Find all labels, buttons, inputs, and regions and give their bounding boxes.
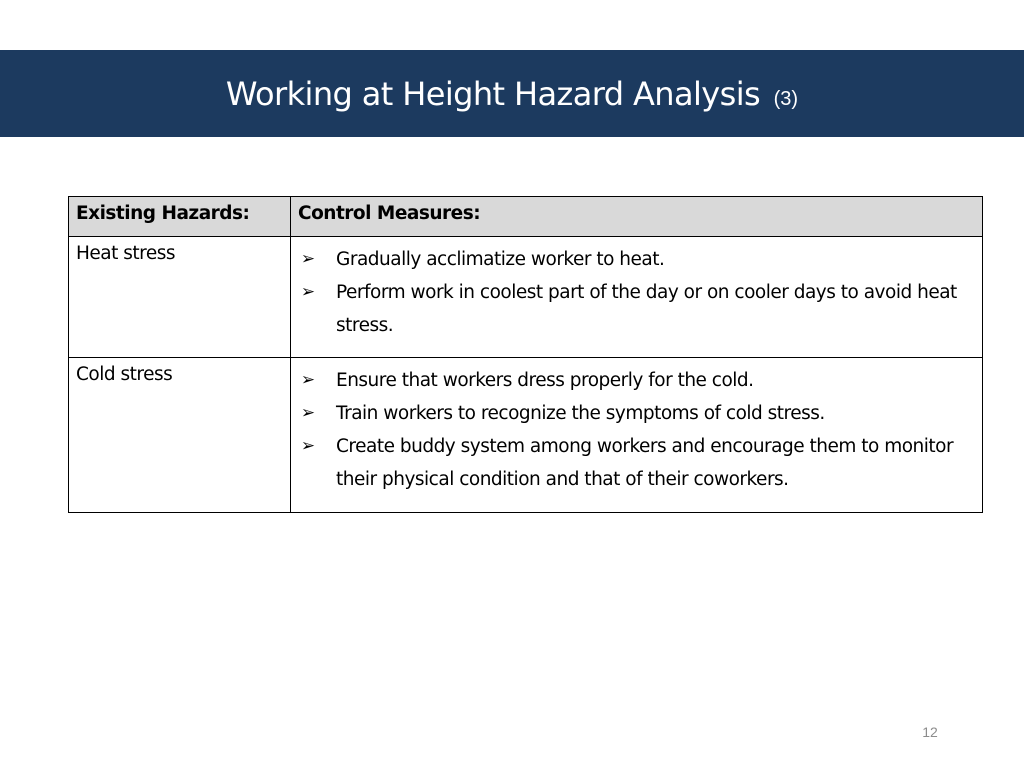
arrow-bullet-icon: ➢ (300, 249, 316, 269)
slide-title-text: Working at Height Hazard Analysis (225, 74, 761, 113)
measures-cell (291, 358, 983, 513)
slide-title (226, 75, 798, 113)
hazard-cell: Heat stress (69, 237, 291, 358)
arrow-bullet-icon: ➢ (300, 282, 316, 302)
page-number: 12 (922, 724, 938, 740)
measure-text: Train workers to recognize the symptoms of cold stress. (336, 403, 825, 424)
table-header-row (69, 197, 983, 237)
measure-item (298, 276, 975, 342)
measure-item (298, 397, 975, 430)
measure-text: Create buddy system among workers and encourage them to monitor their physical condition and that of their coworkers. (336, 436, 954, 490)
hazard-table (68, 196, 983, 513)
measure-item (298, 430, 975, 496)
hazard-cell: Cold stress (69, 358, 291, 513)
arrow-bullet-icon: ➢ (300, 436, 316, 456)
measure-item (298, 243, 975, 276)
header-existing-hazards: Existing Hazards: (69, 197, 291, 237)
measures-list (298, 364, 975, 496)
table-row (69, 358, 983, 513)
measure-text: Ensure that workers dress properly for the cold. (336, 370, 754, 391)
title-bar (0, 50, 1024, 137)
measures-list (298, 243, 975, 342)
measure-item (298, 364, 975, 397)
measure-text: Gradually acclimatize worker to heat. (336, 249, 665, 270)
arrow-bullet-icon: ➢ (300, 370, 316, 390)
measures-cell (291, 237, 983, 358)
slide-title-suffix: (3) (773, 87, 799, 110)
measure-text: Perform work in coolest part of the day or on cooler days to avoid heat stress. (336, 282, 957, 336)
header-control-measures: Control Measures: (291, 197, 983, 237)
arrow-bullet-icon: ➢ (300, 403, 316, 423)
table-row (69, 237, 983, 358)
